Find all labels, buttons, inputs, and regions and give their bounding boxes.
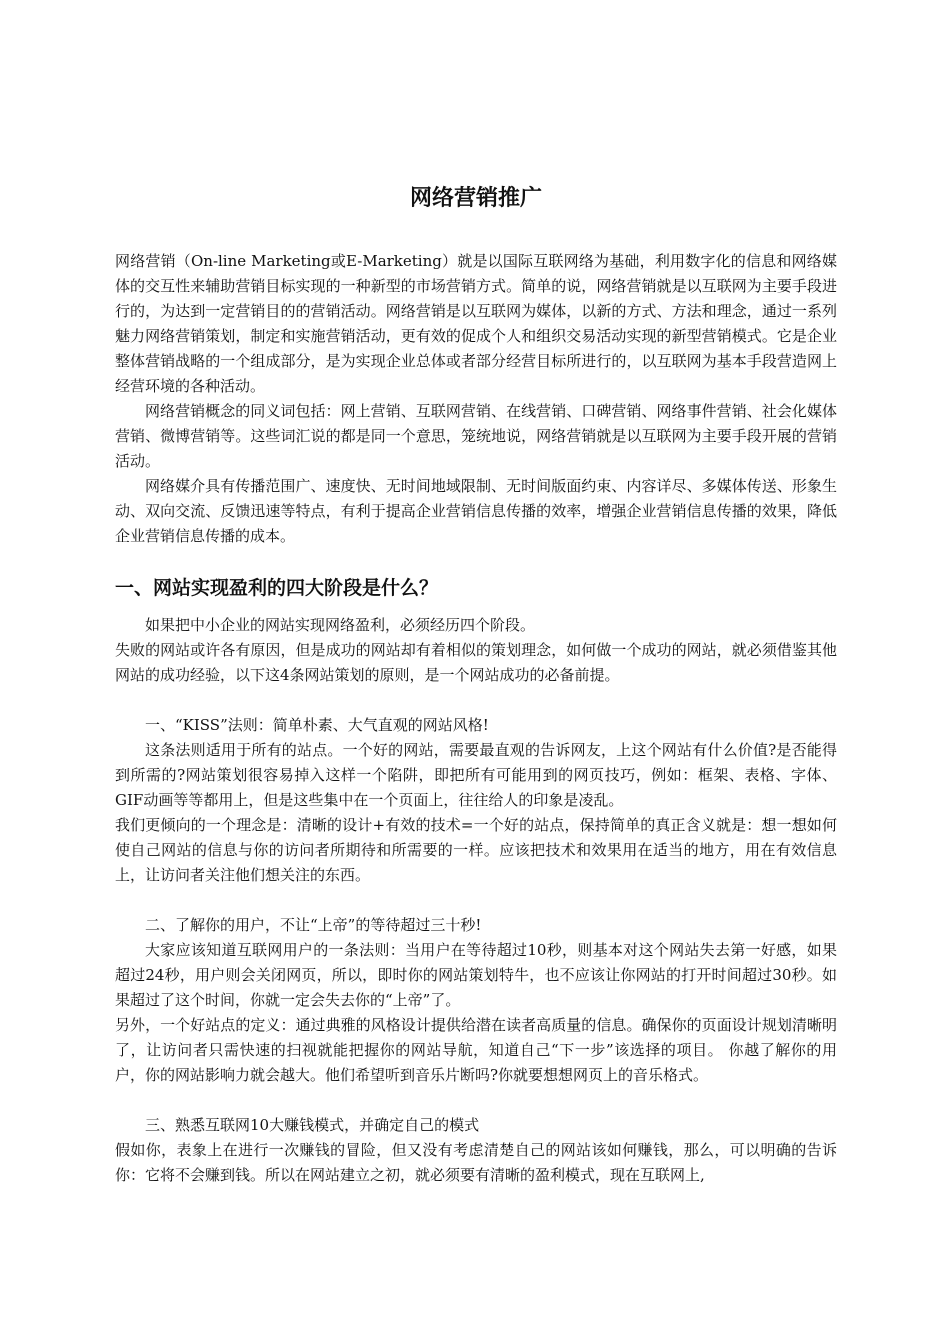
rule-2-title: 二、了解你的用户，不让“上帝”的等待超过三十秒!	[145, 916, 482, 934]
section-heading: 一、网站实现盈利的四大阶段是什么？	[115, 577, 439, 599]
intro-paragraph-2: 网络营销概念的同义词包括：网上营销、互联网营销、在线营销、口碑营销、网络事件营销、社会化媒体营销、微博营销等。这些词汇说的都是同一个意思，笼统地说，网络营销就是以互联网为主要手段开展的营销活动。	[115, 402, 837, 470]
spacer	[115, 1088, 837, 1113]
rule-3-title: 三、熟悉互联网10大赚钱模式，并确定自己的模式	[145, 1116, 480, 1134]
rule-2-paragraph-2: 另外，一个好站点的定义：通过典雅的风格设计提供给潜在读者高质量的信息。确保你的页面设计规划清晰明了，让访问者只需快速的扫视就能把握你的网站导航，知道自己“下一步”该选择的项目。 你越了解你的用户，你的网站影响力就会越大。他们希望听到音乐片断吗?你就要想想网页上的音乐格式。	[115, 1016, 837, 1084]
spacer	[115, 688, 837, 713]
rule-2-paragraph-1: 大家应该知道互联网用户的一条法则：当用户在等待超过10秒，则基本对这个网站失去第一好感，如果超过24秒，用户则会关闭网页，所以，即时你的网站策划特牛，也不应该让你网站的打开时间超过30秒。如果超过了这个时间，你就一定会失去你的“上帝”了。	[115, 941, 837, 1009]
intro-paragraph-3: 网络媒介具有传播范围广、速度快、无时间地域限制、无时间版面约束、内容详尽、多媒体传送、形象生动、双向交流、反馈迅速等特点，有利于提高企业营销信息传播的效率，增强企业营销信息传播的效果，降低企业营销信息传播的成本。	[115, 477, 837, 545]
page-title: 网络营销推广	[409, 186, 542, 211]
spacer	[115, 888, 837, 913]
rule-3-paragraph-1: 假如你，表象上在进行一次赚钱的冒险，但又没有考虑清楚自己的网站该如何赚钱，那么，可以明确的告诉你：它将不会赚到钱。所以在网站建立之初，就必须要有清晰的盈利模式，现在互联网上,	[115, 1141, 837, 1184]
rule-1-paragraph-1: 这条法则适用于所有的站点。一个好的网站，需要最直观的告诉网友，上这个网站有什么价值?是否能得到所需的?网站策划很容易掉入这样一个陷阱，即把所有可能用到的网页技巧，例如：框架、表格、字体、GIF动画等等都用上，但是这些集中在一个页面上，往往给人的印象是凌乱。	[115, 741, 837, 809]
section-lead: 如果把中小企业的网站实现网络盈利，必须经历四个阶段。	[145, 616, 536, 634]
rule-1-paragraph-2: 我们更倾向的一个理念是：清晰的设计+有效的技术=一个好的站点，保持简单的真正含义就是：想一想如何使自己网站的信息与你的访问者所期待和所需要的一样。应该把技术和效果用在适当的地方，用在有效信息上，让访问者关注他们想关注的东西。	[115, 816, 837, 884]
section-lead-2: 失败的网站或许各有原因，但是成功的网站却有着相似的策划理念，如何做一个成功的网站，就必须借鉴其他网站的成功经验，以下这4条网站策划的原则，是一个网站成功的必备前提。	[115, 641, 837, 684]
intro-paragraph-1: 网络营销（On-line Marketing或E-Marketing）就是以国际互联网络为基础，利用数字化的信息和网络媒体的交互性来辅助营销目标实现的一种新型的市场营销方式。简单的说，网络营销就是以互联网为主要手段进行的，为达到一定营销目的的营销活动。网络营销是以互联网为媒体，以新的方式、方法和理念，通过一系列魅力网络营销策划，制定和实施营销活动，更有效的促成个人和组织交易活动实现的新型营销模式。它是企业整体营销战略的一个组成部分，是为实现企业总体或者部分经营目标所进行的，以互联网为基本手段营造网上经营环境的各种活动。	[115, 252, 837, 395]
rule-1-title: 一、“KISS”法则：简单朴素、大气直观的网站风格!	[145, 716, 489, 734]
document-body	[115, 249, 837, 1188]
document-page	[115, 0, 837, 1344]
